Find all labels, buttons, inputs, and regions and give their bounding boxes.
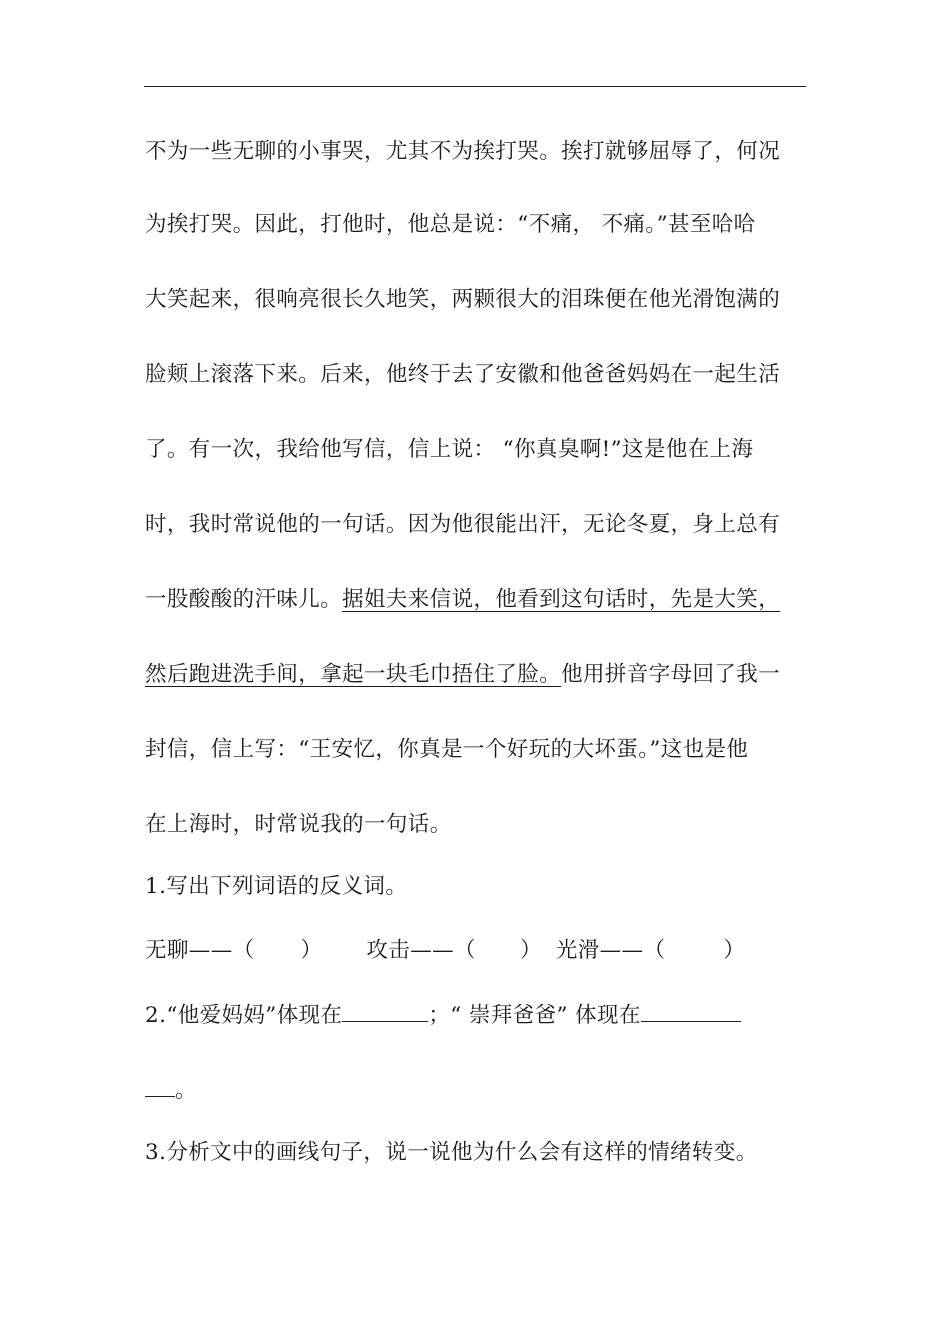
underlined-sentence-part-1: 据姐夫来信说，他看到这句话时，先是大笑， [342, 587, 781, 612]
underlined-sentence-part-2: 然后跑进洗手间，拿起一块毛巾捂住了脸。 [145, 662, 562, 687]
passage-line-7 [145, 586, 780, 614]
antonym-item-2-label: 攻击——（ [366, 938, 476, 963]
question-3-prompt: 3.分析文中的画线句子，说一说他为什么会有这样的情绪转变。 [145, 1140, 758, 1165]
passage-line-6: 时，我时常说他的一句话。因为他很能出汗，无论冬夏，身上总有 [145, 512, 781, 537]
antonym-item-2-close: ） [519, 938, 542, 963]
header-rule [144, 86, 806, 87]
question-2-end: 。 [175, 1078, 197, 1103]
passage-line-8-plain: 他用拼音字母回了我一 [561, 662, 781, 687]
question-2-part-1: 2.“他爱妈妈”体现在 [145, 1003, 343, 1028]
passage-line-1: 不为一些无聊的小事哭，尤其不为挨打哭。挨打就够屈辱了，何况 [145, 139, 781, 164]
passage-line-10: 在上海时，时常说我的一句话。 [145, 812, 452, 837]
passage-line-8 [145, 661, 780, 689]
passage-line-7-plain: 一股酸酸的汗味儿。 [145, 587, 343, 612]
passage-line-2: 为挨打哭。因此，打他时，他总是说：“不痛， 不痛。”甚至哈哈 [145, 212, 756, 237]
passage-line-5: 了。有一次，我给他写信，信上说： “你真臭啊!”这是他在上海 [145, 437, 754, 462]
passage-line-4: 脸颊上滚落下来。后来，他终于去了安徽和他爸爸妈妈在一起生活 [145, 362, 781, 387]
passage-line-9: 封信，信上写：“王安忆，你真是一个好玩的大坏蛋。”这也是他 [145, 737, 749, 762]
answer-blank-love-mother[interactable] [342, 1001, 428, 1022]
answer-blank-admire-father[interactable] [641, 1001, 741, 1022]
question-1-items [145, 937, 745, 965]
answer-blank-admire-father-cont[interactable] [145, 1076, 175, 1097]
antonym-item-1-label: 无聊——（ [145, 938, 255, 963]
question-2 [145, 1001, 741, 1030]
question-2-continuation [145, 1076, 197, 1105]
question-2-part-2: ；“ 崇拜爸爸” 体现在 [428, 1003, 641, 1028]
antonym-item-1-close: ） [300, 938, 323, 963]
question-1-prompt: 1.写出下列词语的反义词。 [145, 874, 408, 899]
antonym-item-3-label: 光滑——（ [555, 938, 666, 963]
passage-line-3: 大笑起来，很响亮很长久地笑，两颗很大的泪珠便在他光滑饱满的 [145, 287, 781, 312]
antonym-item-3-close: ） [723, 938, 746, 963]
